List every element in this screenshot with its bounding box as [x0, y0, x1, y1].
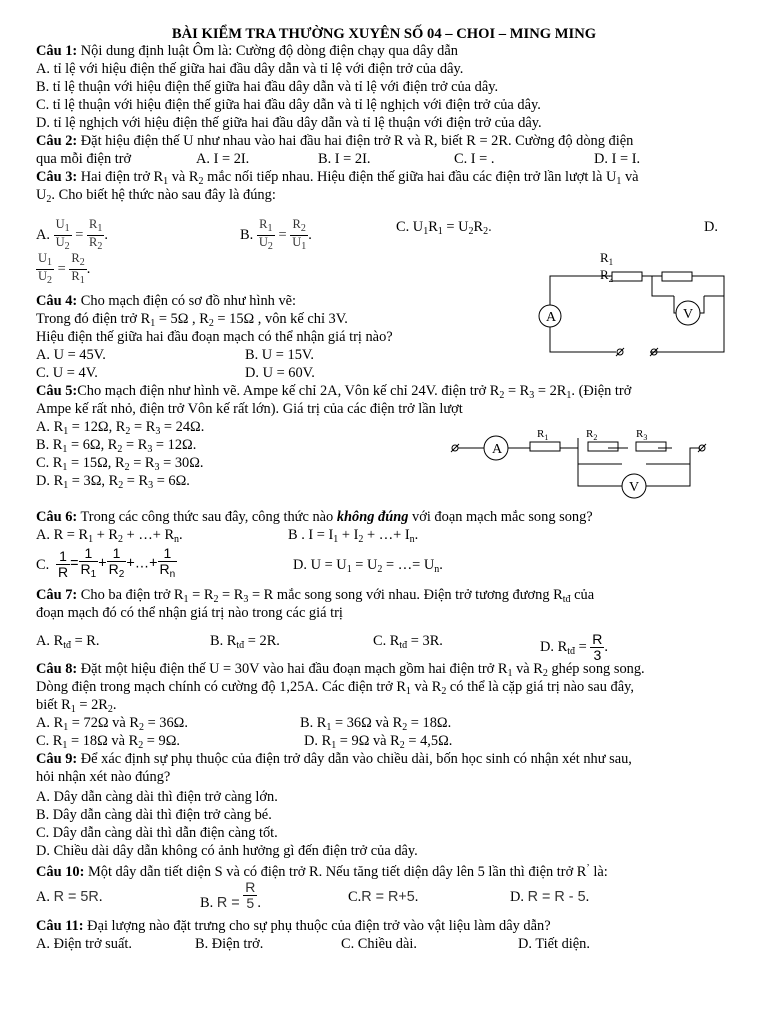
- fraction: $\frac{R_2}{U_1}$: [292, 217, 307, 252]
- question-3-option-c: C. $U_1R_1 = U_2R_2$.: [396, 219, 492, 237]
- question-9-option-d: D. Chiều dài dây dẫn không có ảnh hưởng gì đến điện trở của dây.: [36, 843, 418, 859]
- fraction: $\frac{U_1}{U_2}$: [55, 217, 70, 252]
- resistor-r3: [636, 442, 666, 451]
- question-3-options: [36, 208, 736, 252]
- question-9-option-b: B. Dây dẫn càng dài thì điện trở càng bé.: [36, 807, 272, 823]
- question-4-option-d: D. U = 60V.: [245, 365, 315, 381]
- question-4-option-b: B. U = 15V.: [245, 347, 315, 363]
- question-11-option-b: B. Điện trở.: [195, 936, 264, 952]
- question-label: Câu 10:: [36, 864, 85, 880]
- fraction: $\frac{1}{R_1}$: [80, 545, 97, 580]
- question-6-option-c: C.: [36, 557, 50, 573]
- question-2-stem: [36, 132, 633, 150]
- subscript: 2: [46, 194, 52, 205]
- question-4-circuit-diagram: [528, 248, 728, 360]
- question-5-option-c: C. $R_1 = 15\Omega$, $R_2 = R_3 = 30\Omega$.: [36, 455, 204, 473]
- question-2-option-b: B. I = 2I.: [318, 151, 371, 167]
- equals-sign: =: [57, 260, 66, 277]
- question-2-option-a: A. I = 2I.: [196, 151, 250, 167]
- option-letter: B.: [240, 226, 254, 243]
- question-text: Đặt hiệu điện thế U như nhau vào hai đầu hai điện trở R và R, biết R = 2R. Cường độ dòng điện: [77, 133, 634, 149]
- question-8-option-a: A. $R_1 = 72\Omega$ và $R_2 = 36\Omega$.: [36, 715, 188, 733]
- option-letter: A.: [36, 226, 50, 243]
- question-2-option-c: C. I = .: [454, 151, 495, 167]
- question-2-options: [36, 150, 736, 168]
- question-5-option-a: A. $R_1 = 12\Omega$, $R_2 = R_3 = 24\Omega$.: [36, 419, 205, 437]
- question-5-circuit-diagram: [446, 424, 726, 504]
- resistor-r2: [662, 272, 692, 281]
- question-10-stem: Câu 10: Một dây dẫn tiết diện S và có điện trở R. Nếu tăng tiết diện dây lên 5 lần thì điện trở R’ là:: [36, 863, 608, 880]
- question-6-option-c-formula: $\frac{1}{R}$ = $\frac{1}{R_1}$ + $\frac{1}{R_2}$ +…+ $\frac{1}{R_n}$: [58, 545, 176, 580]
- resistor-r2: [588, 442, 618, 451]
- resistor-r1: [612, 272, 642, 281]
- voltmeter-label: V: [683, 307, 694, 322]
- emphasis-text: không đúng: [336, 509, 409, 525]
- question-9-option-a: A. Dây dẫn càng dài thì điện trở càng lớn.: [36, 789, 278, 805]
- question-text: và R: [168, 169, 199, 185]
- fraction: $\frac{R}{3}$: [592, 631, 603, 663]
- question-label: Câu 9:: [36, 751, 78, 767]
- subscript: 1: [616, 176, 622, 187]
- question-5-option-d: D. $R_1 = 3\Omega$, $R_2 = R_3 = 6\Omega$.: [36, 473, 190, 491]
- question-1-option-d: D. tỉ lệ nghịch với hiệu điện thế giữa hai đầu dây dẫn và tỉ lệ thuận với điện trở của dây.: [36, 115, 542, 131]
- question-8-option-c: C. $R_1 = 18\Omega$ và $R_2 = 9\Omega$.: [36, 733, 180, 751]
- fraction: $\frac{R_2}{R_1}$: [71, 251, 85, 286]
- question-label: Câu 8:: [36, 661, 78, 677]
- voltmeter-label: V: [629, 480, 640, 495]
- question-2-option-d: D. I = I.: [594, 151, 641, 167]
- question-8-stem-cont: biết $R_1 = 2R_2$.: [36, 697, 117, 715]
- fraction: $\frac{1}{R_2}$: [108, 545, 125, 580]
- question-7-option-d: D. $R_{tđ}$ = $\frac{R}{3}$ .: [540, 631, 609, 663]
- equals-sign: =: [278, 226, 287, 243]
- question-9-option-c: C. Dây dẫn càng dài thì dẫn điện càng tốt.: [36, 825, 278, 841]
- question-10-option-b: B. R = $\frac{R}{5}$ .: [200, 879, 261, 911]
- fraction: $\frac{R}{5}$: [245, 879, 256, 911]
- question-6-stem: Câu 6: Trong các công thức sau đây, công thức nào không đúng với đoạn mạch mắc song song?: [36, 509, 593, 525]
- question-11-option-d: D. Tiết diện.: [518, 936, 590, 952]
- question-text: Cho mạch điện có sơ đồ như hình vẽ:: [77, 293, 297, 309]
- question-11-option-a: A. Điện trở suất.: [36, 936, 132, 952]
- question-label: Câu 5:: [36, 383, 78, 399]
- question-7-options: [36, 624, 736, 663]
- r1-label: $R_1$: [600, 250, 614, 267]
- question-text: qua mỗi điện trở: [36, 151, 132, 167]
- equals-sign: =: [75, 226, 84, 243]
- subscript: 1: [163, 176, 169, 187]
- question-11-option-c: C. Chiều dài.: [341, 936, 417, 952]
- resistor-r1: [530, 442, 560, 451]
- page-title: BÀI KIỂM TRA THƯỜNG XUYÊN SỐ 04 – CHOI – MING MING: [171, 26, 597, 42]
- question-10-option-a: A. R = 5R.: [36, 889, 103, 905]
- subscript: 2: [198, 176, 204, 187]
- fraction: $\frac{1}{R}$: [58, 547, 69, 580]
- question-10-option-c: C.R = R+5.: [348, 889, 419, 905]
- question-8-stem-cont: Dòng điện trong mạch chính có cường độ 1,25A. Các điện trở $R_1$ và $R_2$ có thể là cặp giá trị nào sau đây,: [36, 679, 634, 697]
- question-9-stem: Câu 9: Để xác định sự phụ thuộc của điện trở dây dẫn vào chiều dài, bốn học sinh có nhận xét như sau,: [36, 751, 632, 767]
- question-4-stem-cont: Hiệu điện thế giữa hai đầu đoạn mạch có thể nhận giá trị nào?: [36, 329, 393, 345]
- question-6-option-a: A. $R = R_1 + R_2$ + …+ $R_n$.: [36, 527, 183, 545]
- ammeter-label: A: [546, 310, 557, 325]
- question-label: Câu 3:: [36, 169, 78, 185]
- r3-label: $R_3$: [636, 428, 648, 442]
- question-1-stem: [36, 42, 458, 60]
- question-label: Câu 11:: [36, 918, 84, 934]
- question-3-option-d-formula: $\frac{U_1}{U_2}$ = $\frac{R_2}{R_1}$ .: [38, 251, 91, 286]
- question-7-stem: Câu 7: Cho ba điện trở $R_1 = R_2 = R_3 = R$ mắc song song với nhau. Điện trở tương đương $R_{tđ}$ của: [36, 587, 595, 605]
- question-text: mắc nối tiếp nhau. Hiệu điện thế giữa hai đầu các điện trở lần lượt là U: [203, 169, 617, 185]
- question-3-stem-cont: [36, 186, 276, 209]
- question-5-stem-cont: Ampe kế rất nhỏ, điện trở Vôn kế rất lớn). Giá trị của các điện trở lần lượt: [36, 401, 463, 417]
- question-label: Câu 7:: [36, 587, 78, 603]
- question-3-option-a: A. $\frac{U_1}{U_2}$ = $\frac{R_1}{R_2}$ .: [36, 217, 108, 252]
- fraction: $\frac{U_1}{U_2}$: [38, 251, 53, 286]
- question-3-option-d: D.: [704, 219, 718, 235]
- question-9-stem-cont: hỏi nhận xét nào đúng?: [36, 769, 171, 785]
- question-label: Câu 1:: [36, 43, 78, 59]
- question-11-stem: Câu 11: Đại lượng nào đặt trưng cho sự phụ thuộc của điện trở vào vật liệu làm dây dẫn?: [36, 918, 551, 934]
- question-text: U: [36, 187, 47, 203]
- question-6-option-b: B . $I = I_1 + I_2$ + …+ $I_n$.: [288, 527, 419, 545]
- question-1-option-c: C. tỉ lệ thuận với hiệu điện thế giữa hai đầu dây dẫn và tỉ lệ nghịch với điện trở của dây.: [36, 97, 541, 113]
- question-text: . Cho biết hệ thức nào sau đây là đúng:: [51, 187, 276, 203]
- question-4-stem: [36, 292, 296, 310]
- question-4-option-c: C. U = 4V.: [36, 365, 98, 381]
- question-5-option-b: B. $R_1 = 6\Omega$, $R_2 = R_3 = 12\Omega$.: [36, 437, 197, 455]
- question-8-stem: Câu 8: Đặt một hiệu điện thế U = 30V vào hai đầu đoạn mạch gồm hai điện trở $R_1$ và $R_2$ ghép song song.: [36, 661, 645, 679]
- r2-label: $R_2$: [586, 428, 598, 442]
- question-7-option-a: A. $R_{tđ} = R$.: [36, 633, 100, 651]
- question-label: Câu 2:: [36, 133, 78, 149]
- question-label: Câu 4:: [36, 293, 78, 309]
- question-1-option-a: A. tỉ lệ với hiệu điện thế giữa hai đầu dây dẫn và tỉ lệ với điện trở của dây.: [36, 61, 464, 77]
- question-4-stem-cont: Trong đó điện trở $R_1 = 5\Omega$ , $R_2 = 15\Omega$ , vôn kế chỉ 3V.: [36, 311, 348, 329]
- question-8-option-d: D. $R_1 = 9\Omega$ và $R_2 = 4,5\Omega$.: [304, 733, 453, 751]
- question-5-stem: Câu 5:Cho mạch điện như hình vẽ. Ampe kế chỉ 2A, Vôn kế chỉ 24V. điện trở $R_2 = R_3 = 2R_1$. (Điện trở: [36, 383, 632, 401]
- question-6-option-d: D. $U = U_1 = U_2$ = …= $U_n$.: [293, 557, 443, 575]
- fraction: $\frac{1}{R_n}$: [159, 545, 176, 580]
- fraction: $\frac{R_1}{R_2}$: [88, 217, 103, 252]
- question-6-options-cd: [36, 546, 636, 582]
- question-4-option-a: A. U = 45V.: [36, 347, 106, 363]
- question-1-option-b: B. tỉ lệ thuận với hiệu điện thế giữa hai đầu dây dẫn và tỉ lệ với điện trở của dây.: [36, 79, 499, 95]
- question-label: Câu 6:: [36, 509, 78, 525]
- question-10-option-d: D. R = R - 5.: [510, 889, 590, 905]
- question-7-stem-cont: đoạn mạch đó có thể nhận giá trị nào trong các giá trị: [36, 605, 343, 621]
- question-10-options: [36, 880, 736, 918]
- question-text: và: [621, 169, 639, 185]
- question-7-option-c: C. $R_{tđ} = 3R$.: [373, 633, 443, 651]
- question-3-option-b: B. $\frac{R_1}{U_2}$ = $\frac{R_2}{U_1}$ .: [240, 217, 312, 252]
- r1-label: $R_1$: [537, 428, 549, 442]
- question-7-option-b: B. $R_{tđ} = 2R$.: [210, 633, 280, 651]
- fraction: $\frac{R_1}{U_2}$: [258, 217, 273, 252]
- question-text: Hai điện trở R: [77, 169, 164, 185]
- r2-label: $R_2$: [600, 267, 614, 284]
- question-text: Nội dung định luật Ôm là: Cường độ dòng điện chạy qua dây dẫn: [77, 43, 458, 59]
- ammeter-label: A: [492, 442, 503, 457]
- question-8-option-b: B. $R_1 = 36\Omega$ và $R_2 = 18\Omega$.: [300, 715, 452, 733]
